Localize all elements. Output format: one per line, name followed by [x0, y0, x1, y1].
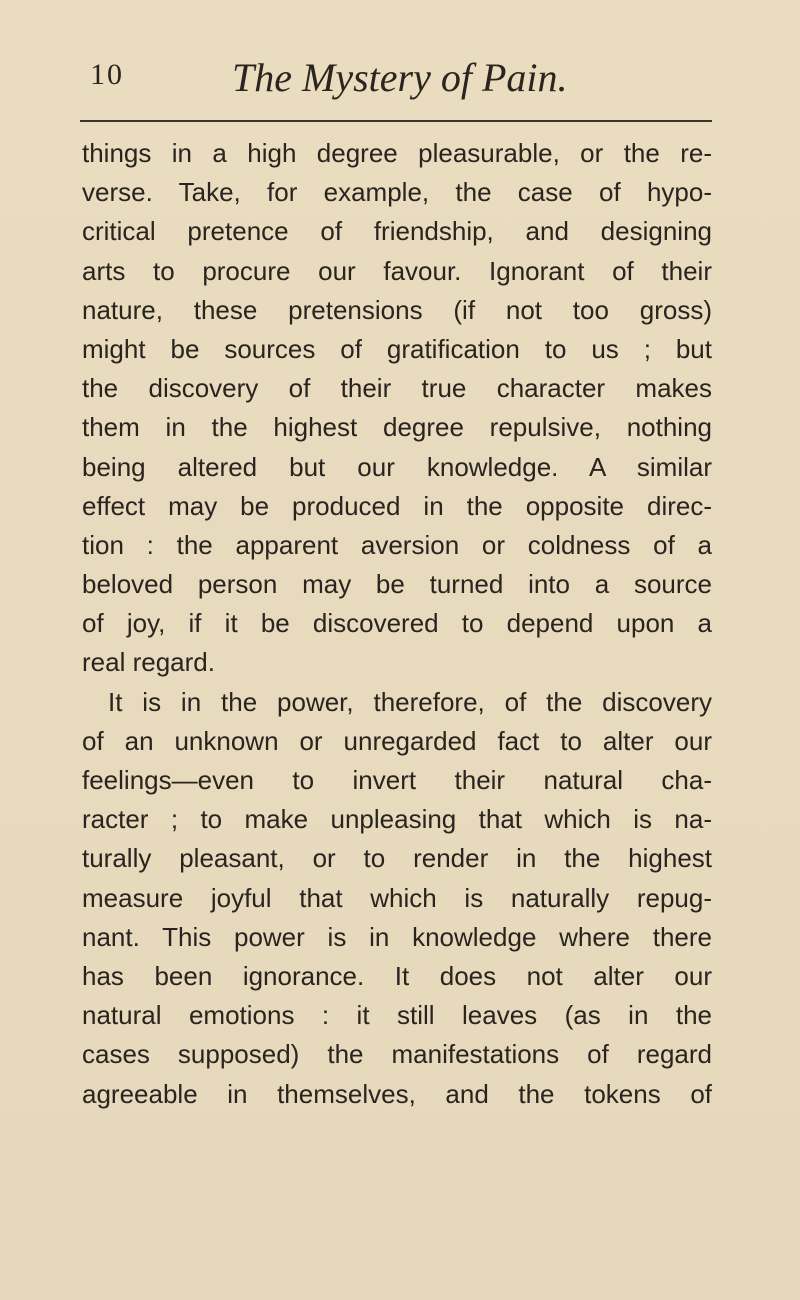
page-number: 10: [90, 58, 124, 91]
text-line: cases supposed) the manifestations of regard: [82, 1039, 712, 1070]
text-line: measure joyful that which is naturally repug-: [82, 882, 712, 913]
text-line: of an unknown or unregarded fact to alter our: [82, 725, 712, 756]
text-line: might be sources of gratification to us ; but: [82, 333, 712, 364]
text-line: feelings—even to invert their natural cha-: [82, 765, 712, 795]
header-rule: [80, 120, 712, 122]
text-line: the discovery of their true character makes: [82, 373, 712, 404]
text-line: things in a high degree pleasurable, or the re-: [82, 138, 712, 168]
text-line: agreeable in themselves, and the tokens of: [82, 1078, 712, 1109]
text-line: being altered but our knowledge. A similar: [82, 451, 712, 482]
text-line: It is in the power, therefore, of the discovery: [108, 686, 712, 717]
text-line: has been ignorance. It does not alter our: [82, 960, 712, 991]
book-title: The Mystery of Pain.: [232, 55, 568, 100]
text-line: arts to procure our favour. Ignorant of their: [82, 255, 712, 286]
text-line: of joy, if it be discovered to depend upon a: [82, 608, 712, 639]
text-line: critical pretence of friendship, and designing: [82, 216, 712, 247]
text-line: real regard.: [82, 647, 215, 678]
text-line: beloved person may be turned into a source: [82, 569, 712, 600]
running-head: [82, 55, 712, 108]
text-line: nature, these pretensions (if not too gross): [82, 294, 712, 325]
text-line: effect may be produced in the opposite direc-: [82, 490, 712, 521]
text-line: tion : the apparent aversion or coldness of a: [82, 529, 712, 560]
body-text: [82, 134, 712, 1114]
text-line: verse. Take, for example, the case of hypo-: [82, 177, 712, 208]
text-line: nant. This power is in knowledge where there: [82, 921, 712, 952]
text-line: turally pleasant, or to render in the highest: [82, 843, 712, 874]
text-line: them in the highest degree repulsive, nothing: [82, 412, 712, 443]
text-line: natural emotions : it still leaves (as in the: [82, 1000, 712, 1031]
text-line: racter ; to make unpleasing that which is na-: [82, 804, 712, 835]
